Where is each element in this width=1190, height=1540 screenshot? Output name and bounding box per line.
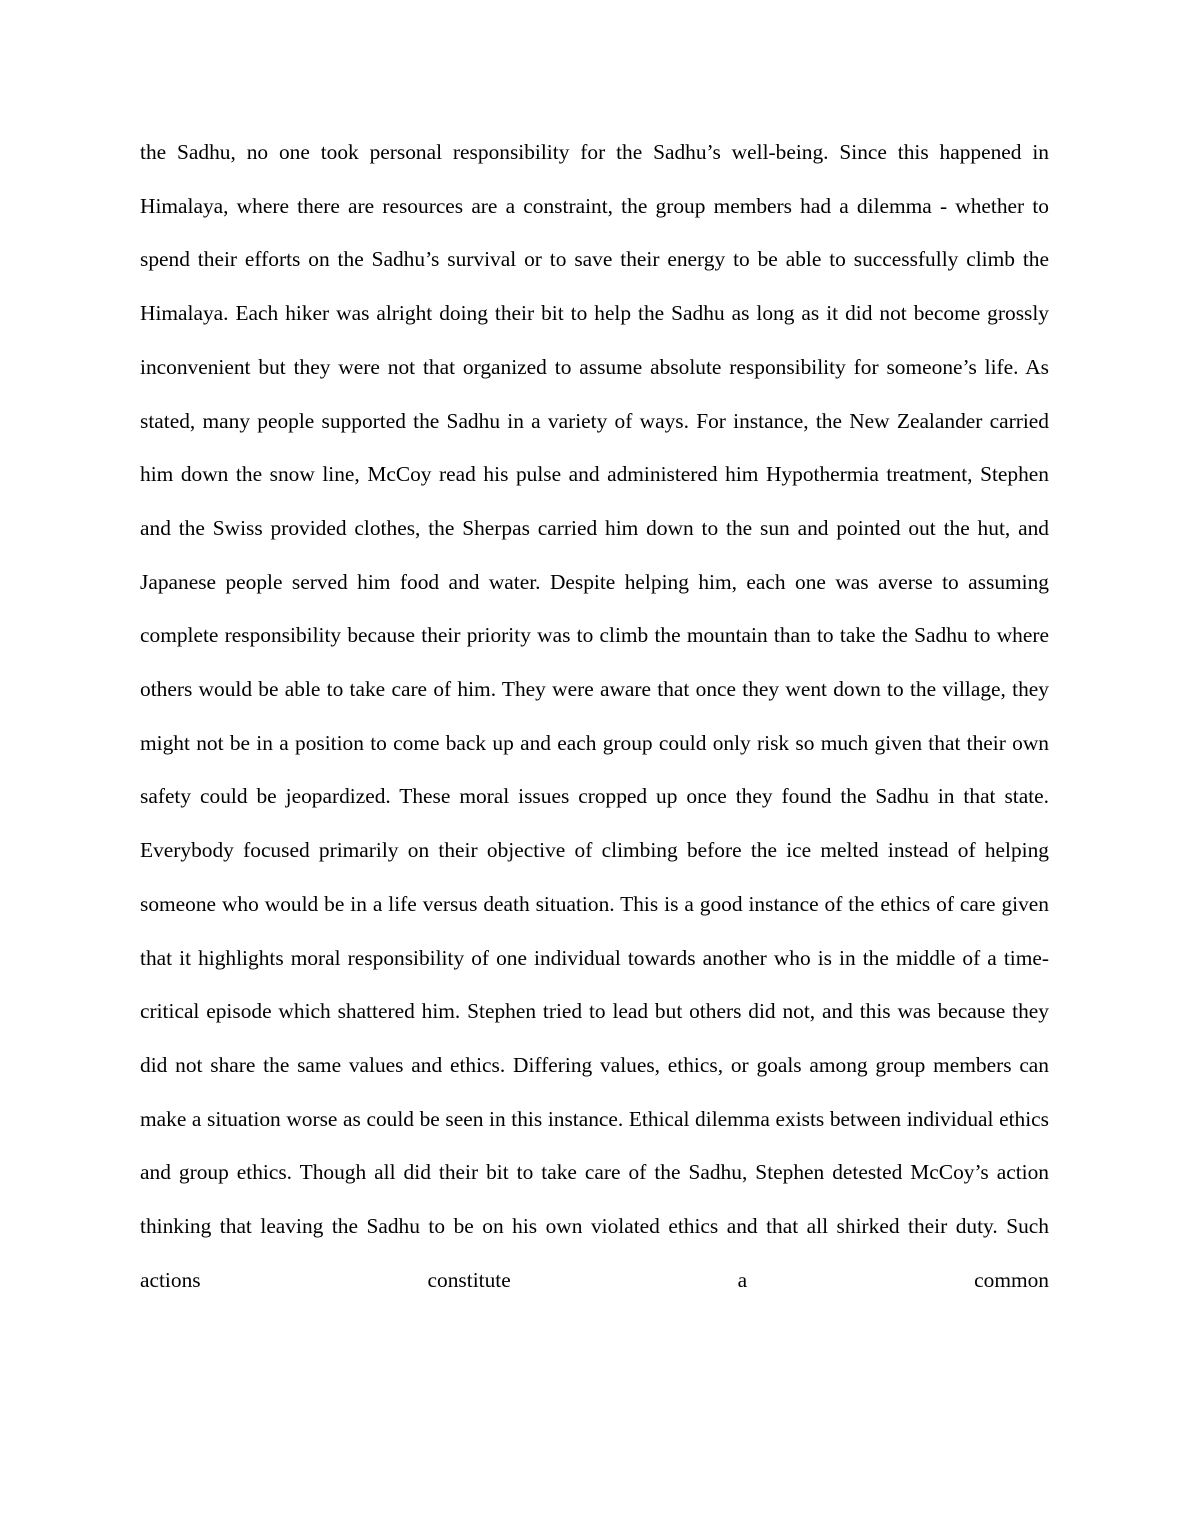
body-paragraph: the Sadhu, no one took personal responsibility for the Sadhu’s well-being. Since this happened in Himalaya, where there are resources are a constraint, the group members had a dilemma - whether to spend their efforts on the Sadhu’s survival or to save their energy to be able to successfully climb the Himalaya. Each hiker was alright doing their bit to help the Sadhu as long as it did not become grossly inconvenient but they were not that organized to assume absolute responsibility for someone’s life. As stated, many people supported the Sadhu in a variety of ways. For instance, the New Zealander carried him down the snow line, McCoy read his pulse and administered him Hypothermia treatment, Stephen and the Swiss provided clothes, the Sherpas carried him down to the sun and pointed out the hut, and Japanese people served him food and water. Despite helping him, each one was averse to assuming complete responsibility because their priority was to climb the mountain than to take the Sadhu to where others would be able to take care of him. They were aware that once they went down to the village, they might not be in a position to come back up and each group could only risk so much given that their own safety could be jeopardized. These moral issues cropped up once they found the Sadhu in that state. Everybody focused primarily on their objective of climbing before the ice melted instead of helping someone who would be in a life versus death situation. This is a good instance of the ethics of care given that it highlights moral responsibility of one individual towards another who is in the middle of a time-critical episode which shattered him. Stephen tried to lead but others did not, and this was because they did not share the same values and ethics. Differing values, ethics, or goals among group members can make a situation worse as could be seen in this instance. Ethical dilemma exists between individual ethics and group ethics. Though all did their bit to take care of the Sadhu, Stephen detested McCoy’s action thinking that leaving the Sadhu to be on his own violated ethics and that all shirked their duty. Such actions constitute a common: [140, 140, 1049, 1292]
